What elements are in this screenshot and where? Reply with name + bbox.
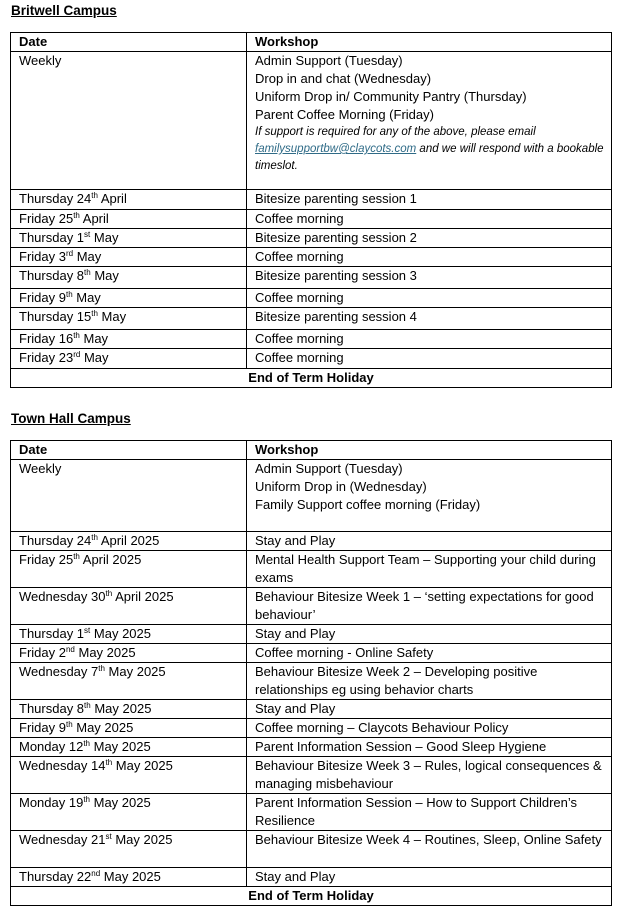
weekly-date: Weekly bbox=[11, 52, 247, 190]
date-day: Thursday 24 bbox=[19, 533, 92, 548]
session-workshop: Coffee morning bbox=[247, 210, 612, 229]
date-day: Friday 23 bbox=[19, 350, 74, 365]
support-note bbox=[255, 124, 611, 175]
date-day: Friday 25 bbox=[19, 552, 74, 567]
date-month: May bbox=[97, 309, 127, 324]
session-workshop: Coffee morning bbox=[247, 330, 612, 349]
date-month: May 2025 bbox=[104, 664, 166, 679]
date-day: Friday 9 bbox=[19, 290, 66, 305]
date-month: April bbox=[97, 191, 127, 206]
session-date bbox=[11, 719, 247, 738]
session-workshop: Bitesize parenting session 1 bbox=[247, 190, 612, 210]
date-ordinal: th bbox=[105, 589, 113, 598]
date-month: May bbox=[79, 331, 109, 346]
session-date bbox=[11, 229, 247, 248]
session-date bbox=[11, 308, 247, 330]
session-date bbox=[11, 248, 247, 267]
schedule-row bbox=[11, 289, 612, 308]
session-date bbox=[11, 644, 247, 663]
date-month: May 2025 bbox=[90, 701, 152, 716]
schedule-row bbox=[11, 308, 612, 330]
date-month: May 2025 bbox=[100, 869, 161, 884]
date-month: May 2025 bbox=[112, 758, 173, 773]
date-day: Thursday 1 bbox=[19, 626, 85, 641]
session-workshop: Behaviour Bitesize Week 2 – Developing positive relationships eg using behavior charts bbox=[247, 663, 612, 700]
date-ordinal: st bbox=[105, 832, 112, 841]
date-day: Thursday 24 bbox=[19, 191, 92, 206]
date-ordinal: th bbox=[84, 701, 91, 710]
date-month: May 2025 bbox=[111, 832, 173, 847]
schedule-row bbox=[11, 551, 612, 588]
date-month: May 2025 bbox=[72, 720, 134, 735]
date-day: Wednesday 21 bbox=[19, 832, 106, 847]
session-date bbox=[11, 190, 247, 210]
workshop-header: Workshop bbox=[247, 33, 612, 52]
britwell-weekly-row bbox=[11, 52, 612, 190]
session-workshop: Coffee morning - Online Safety bbox=[247, 644, 612, 663]
session-workshop: Parent Information Session – How to Support Children’s Resilience bbox=[247, 794, 612, 831]
date-ordinal: st bbox=[84, 230, 91, 239]
townhall-table bbox=[10, 440, 612, 906]
date-day: Wednesday 7 bbox=[19, 664, 99, 679]
schedule-row bbox=[11, 644, 612, 663]
date-day: Thursday 8 bbox=[19, 268, 85, 283]
session-workshop: Behaviour Bitesize Week 4 – Routines, Sleep, Online Safety bbox=[247, 831, 612, 868]
date-month: May 2025 bbox=[90, 739, 151, 754]
weekly-workshops bbox=[247, 52, 612, 190]
session-date bbox=[11, 330, 247, 349]
email-link[interactable]: familysupportbw@claycots.com bbox=[255, 143, 417, 155]
britwell-table bbox=[10, 32, 612, 388]
date-month: May 2025 bbox=[90, 795, 151, 810]
date-month: April 2025 bbox=[112, 589, 174, 604]
date-day: Wednesday 14 bbox=[19, 758, 106, 773]
weekly-item: Uniform Drop in/ Community Pantry (Thursday) bbox=[255, 89, 527, 104]
weekly-item: Uniform Drop in (Wednesday) bbox=[255, 479, 427, 494]
schedule-row bbox=[11, 663, 612, 700]
session-date bbox=[11, 267, 247, 289]
session-workshop: Behaviour Bitesize Week 1 – ‘setting expectations for good behaviour’ bbox=[247, 588, 612, 625]
session-date bbox=[11, 551, 247, 588]
date-ordinal: st bbox=[84, 626, 91, 635]
britwell-header-row bbox=[11, 33, 612, 52]
workshop-header: Workshop bbox=[247, 441, 612, 460]
date-month: May bbox=[80, 350, 109, 365]
session-date bbox=[11, 831, 247, 868]
session-date bbox=[11, 588, 247, 625]
session-workshop: Bitesize parenting session 2 bbox=[247, 229, 612, 248]
date-month: April 2025 bbox=[97, 533, 160, 548]
date-ordinal: th bbox=[91, 533, 98, 542]
session-date bbox=[11, 625, 247, 644]
session-workshop: Stay and Play bbox=[247, 868, 612, 887]
session-workshop: Stay and Play bbox=[247, 532, 612, 551]
date-day: Friday 3 bbox=[19, 249, 66, 264]
schedule-row bbox=[11, 229, 612, 248]
session-date bbox=[11, 738, 247, 757]
session-workshop: Mental Health Support Team – Supporting your child during exams bbox=[247, 551, 612, 588]
date-ordinal: rd bbox=[73, 350, 81, 359]
date-ordinal: th bbox=[98, 664, 105, 673]
britwell-title: Britwell Campus bbox=[11, 3, 117, 18]
date-ordinal: th bbox=[105, 758, 113, 767]
date-day: Friday 2 bbox=[19, 645, 66, 660]
session-workshop: Coffee morning bbox=[247, 349, 612, 369]
date-ordinal: th bbox=[73, 552, 80, 561]
date-month: May 2025 bbox=[90, 626, 151, 641]
note-text: and we will respond with a bookable timeslot. bbox=[255, 143, 604, 172]
date-ordinal: rd bbox=[65, 249, 74, 258]
date-day: Friday 25 bbox=[19, 211, 74, 226]
schedule-row bbox=[11, 588, 612, 625]
session-date bbox=[11, 663, 247, 700]
session-workshop: Coffee morning bbox=[247, 289, 612, 308]
townhall-title: Town Hall Campus bbox=[11, 411, 131, 426]
date-month: April 2025 bbox=[79, 552, 142, 567]
date-month: May bbox=[90, 268, 119, 283]
date-ordinal: nd bbox=[65, 645, 75, 654]
session-workshop: Coffee morning bbox=[247, 248, 612, 267]
schedule-row bbox=[11, 794, 612, 831]
date-month: April bbox=[79, 211, 109, 226]
schedule-row bbox=[11, 210, 612, 229]
session-workshop: Stay and Play bbox=[247, 625, 612, 644]
weekly-item: Drop in and chat (Wednesday) bbox=[255, 71, 432, 86]
date-header: Date bbox=[11, 441, 247, 460]
session-workshop: Stay and Play bbox=[247, 700, 612, 719]
session-date bbox=[11, 210, 247, 229]
session-workshop: Bitesize parenting session 4 bbox=[247, 308, 612, 330]
weekly-item: Admin Support (Tuesday) bbox=[255, 461, 403, 476]
session-date bbox=[11, 532, 247, 551]
date-month: May 2025 bbox=[74, 645, 136, 660]
schedule-row bbox=[11, 349, 612, 369]
townhall-end-row bbox=[11, 887, 612, 906]
schedule-row bbox=[11, 868, 612, 887]
date-day: Friday 9 bbox=[19, 720, 66, 735]
date-ordinal: th bbox=[65, 720, 73, 729]
date-ordinal: th bbox=[91, 191, 98, 200]
date-day: Thursday 1 bbox=[19, 230, 85, 245]
session-date bbox=[11, 794, 247, 831]
date-day: Monday 12 bbox=[19, 739, 84, 754]
date-header: Date bbox=[11, 33, 247, 52]
schedule-row bbox=[11, 625, 612, 644]
schedule-row bbox=[11, 738, 612, 757]
date-ordinal: th bbox=[84, 268, 91, 277]
schedule-row bbox=[11, 700, 612, 719]
session-workshop: Parent Information Session – Good Sleep Hygiene bbox=[247, 738, 612, 757]
date-month: May bbox=[72, 290, 101, 305]
session-workshop: Coffee morning – Claycots Behaviour Policy bbox=[247, 719, 612, 738]
schedule-row bbox=[11, 719, 612, 738]
date-ordinal: th bbox=[83, 739, 90, 748]
session-date bbox=[11, 757, 247, 794]
date-ordinal: th bbox=[73, 211, 80, 220]
session-workshop: Bitesize parenting session 3 bbox=[247, 267, 612, 289]
date-day: Thursday 15 bbox=[19, 309, 92, 324]
session-date bbox=[11, 349, 247, 369]
date-ordinal: th bbox=[91, 309, 98, 318]
weekly-item: Parent Coffee Morning (Friday) bbox=[255, 107, 434, 122]
end-of-term: End of Term Holiday bbox=[11, 369, 612, 388]
date-day: Thursday 8 bbox=[19, 701, 85, 716]
schedule-row bbox=[11, 831, 612, 868]
date-day: Wednesday 30 bbox=[19, 589, 106, 604]
date-day: Monday 19 bbox=[19, 795, 84, 810]
date-ordinal: nd bbox=[91, 869, 101, 878]
session-workshop: Behaviour Bitesize Week 3 – Rules, logical consequences & managing misbehaviour bbox=[247, 757, 612, 794]
date-ordinal: th bbox=[65, 290, 73, 299]
weekly-workshops bbox=[247, 460, 612, 532]
weekly-item: Family Support coffee morning (Friday) bbox=[255, 497, 481, 512]
schedule-row bbox=[11, 267, 612, 289]
date-day: Thursday 22 bbox=[19, 869, 92, 884]
schedule-row bbox=[11, 757, 612, 794]
session-date bbox=[11, 289, 247, 308]
date-ordinal: th bbox=[83, 795, 90, 804]
date-month: May bbox=[73, 249, 102, 264]
end-of-term: End of Term Holiday bbox=[11, 887, 612, 906]
townhall-weekly-row bbox=[11, 460, 612, 532]
date-day: Friday 16 bbox=[19, 331, 74, 346]
schedule-row bbox=[11, 330, 612, 349]
townhall-header-row bbox=[11, 441, 612, 460]
date-ordinal: th bbox=[73, 331, 80, 340]
schedule-row bbox=[11, 248, 612, 267]
date-month: May bbox=[90, 230, 119, 245]
session-date bbox=[11, 700, 247, 719]
weekly-item: Admin Support (Tuesday) bbox=[255, 53, 403, 68]
session-date bbox=[11, 868, 247, 887]
weekly-date: Weekly bbox=[11, 460, 247, 532]
schedule-row bbox=[11, 190, 612, 210]
schedule-row bbox=[11, 532, 612, 551]
britwell-end-row bbox=[11, 369, 612, 388]
note-text: If support is required for any of the above, please email bbox=[255, 126, 536, 138]
